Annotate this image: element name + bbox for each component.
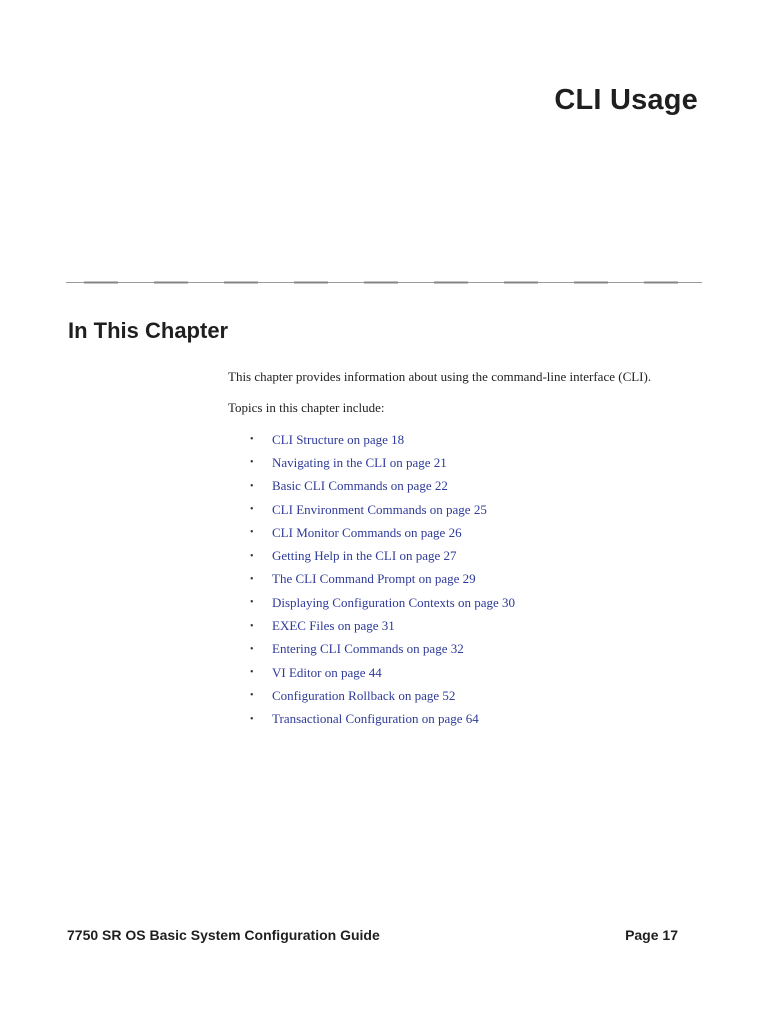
bullet-icon: • — [250, 504, 254, 516]
topic-link[interactable]: EXEC Files on page 31 — [272, 618, 395, 634]
bullet-icon: • — [250, 527, 254, 539]
list-item — [246, 475, 515, 498]
chapter-divider-texture — [66, 281, 702, 284]
list-item — [246, 568, 515, 591]
list-item — [246, 451, 515, 474]
topic-link[interactable]: Configuration Rollback on page 52 — [272, 687, 456, 703]
chapter-title: CLI Usage — [554, 84, 698, 116]
bullet-icon: • — [250, 690, 254, 702]
list-item — [246, 521, 515, 544]
list-item — [246, 591, 515, 614]
bullet-icon: • — [250, 597, 254, 609]
topic-link[interactable]: Entering CLI Commands on page 32 — [272, 641, 464, 657]
topic-link[interactable]: Basic CLI Commands on page 22 — [272, 478, 448, 494]
topic-link[interactable]: Displaying Configuration Contexts on page 30 — [272, 594, 516, 610]
bullet-icon: • — [250, 457, 254, 469]
intro-paragraph: This chapter provides information about using the command-line interface (CLI). — [228, 369, 652, 384]
footer-page-number: Page 17 — [625, 927, 678, 943]
page-footer — [67, 927, 678, 943]
bullet-icon: • — [250, 667, 254, 679]
bullet-icon: • — [250, 434, 254, 446]
list-item — [246, 498, 515, 521]
bullet-icon: • — [250, 643, 254, 655]
topic-link[interactable]: CLI Monitor Commands on page 26 — [272, 524, 462, 540]
topic-list — [246, 428, 515, 731]
topic-link[interactable]: VI Editor on page 44 — [272, 664, 382, 680]
topic-link[interactable]: CLI Structure on page 18 — [272, 431, 405, 447]
list-item — [246, 638, 515, 661]
list-item — [246, 614, 515, 637]
topic-link[interactable]: Transactional Configuration on page 64 — [272, 711, 479, 727]
bullet-icon: • — [250, 620, 254, 632]
list-item — [246, 661, 515, 684]
list-item — [246, 544, 515, 567]
footer-guide-title: 7750 SR OS Basic System Configuration Guide — [67, 927, 380, 943]
list-item — [246, 428, 515, 451]
topic-link[interactable]: CLI Environment Commands on page 25 — [272, 501, 487, 517]
topics-intro: Topics in this chapter include: — [228, 400, 385, 415]
list-item — [246, 684, 515, 707]
section-heading: In This Chapter — [68, 318, 229, 343]
topic-link[interactable]: Navigating in the CLI on page 21 — [272, 454, 447, 470]
list-item — [246, 708, 515, 731]
bullet-icon: • — [250, 713, 254, 725]
bullet-icon: • — [250, 550, 254, 562]
bullet-icon: • — [250, 573, 254, 585]
bullet-icon: • — [250, 480, 254, 492]
topic-link[interactable]: The CLI Command Prompt on page 29 — [272, 571, 476, 587]
topic-link[interactable]: Getting Help in the CLI on page 27 — [272, 548, 457, 564]
